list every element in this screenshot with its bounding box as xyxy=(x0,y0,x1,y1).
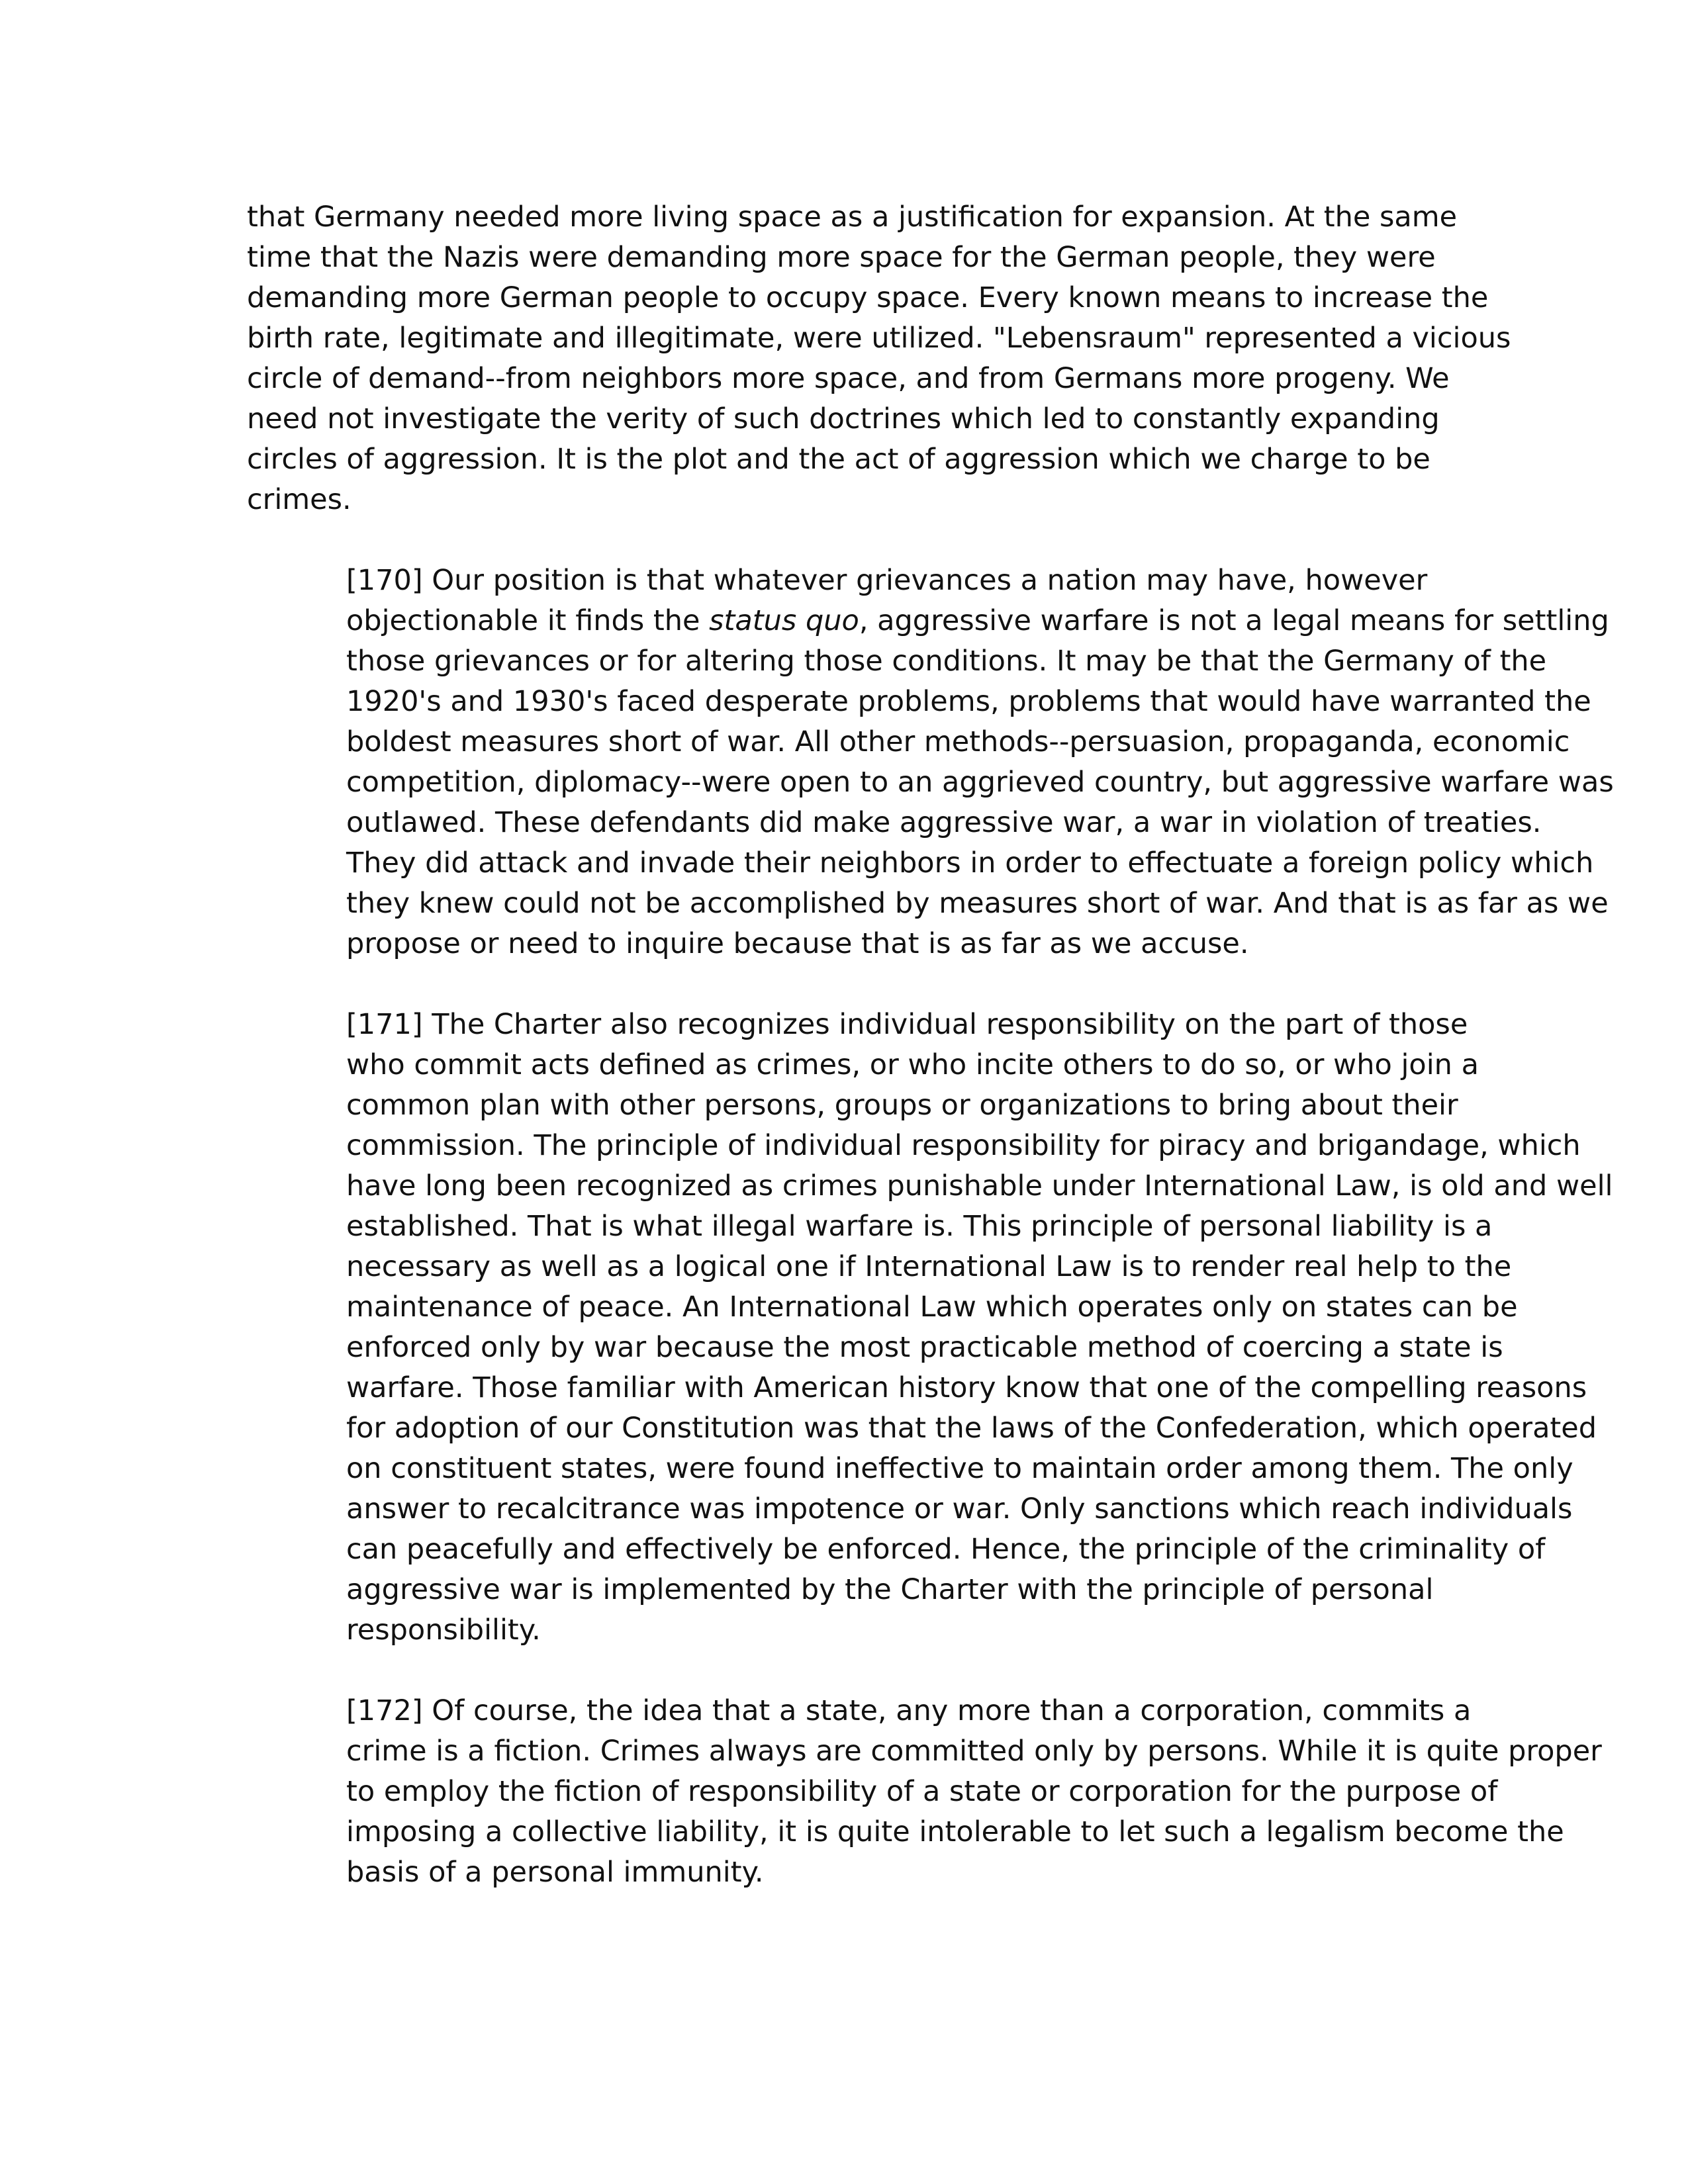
text-line: 1920's and 1930's faced desperate problems, problems that would have warranted the xyxy=(346,685,1591,718)
text-line: time that the Nazis were demanding more space for the German people, they were xyxy=(247,241,1436,274)
text-line: imposing a collective liability, it is quite intolerable to let such a legalism become the xyxy=(346,1815,1564,1848)
text-line: circle of demand--from neighbors more space, and from Germans more progeny. We xyxy=(247,362,1450,395)
text-line: outlawed. These defendants did make aggressive war, a war in violation of treaties. xyxy=(346,806,1542,839)
text-line: [172] Of course, the idea that a state, any more than a corporation, commits a xyxy=(346,1694,1472,1727)
text-line: can peacefully and effectively be enforced. Hence, the principle of the criminality of xyxy=(346,1533,1546,1566)
paragraph-171 xyxy=(247,1005,1613,1651)
text-line: necessary as well as a logical one if International Law is to render real help to the xyxy=(346,1250,1512,1283)
text-fragment: , aggressive warfare is not a legal means for settling xyxy=(859,604,1609,637)
text-line: boldest measures short of war. All other methods--persuasion, propaganda, economic xyxy=(346,725,1570,758)
text-line: answer to recalcitrance was impotence or war. Only sanctions which reach individuals xyxy=(346,1492,1573,1525)
text-line: commission. The principle of individual responsibility for piracy and brigandage, which xyxy=(346,1129,1581,1162)
text-line: demanding more German people to occupy space. Every known means to increase the xyxy=(247,281,1489,314)
text-line: responsibility. xyxy=(346,1614,541,1647)
text-line: have long been recognized as crimes punishable under International Law, is old and well xyxy=(346,1169,1613,1203)
text-line: They did attack and invade their neighbors in order to effectuate a foreign policy which xyxy=(346,846,1594,880)
text-line: warfare. Those familiar with American history know that one of the compelling reasons xyxy=(346,1371,1587,1404)
text-line: [171] The Charter also recognizes individual responsibility on the part of those xyxy=(346,1008,1468,1041)
text-line: need not investigate the verity of such doctrines which led to constantly expanding xyxy=(247,402,1440,435)
text-line: circles of aggression. It is the plot and the act of aggression which we charge to be xyxy=(247,443,1430,476)
text-line: basis of a personal immunity. xyxy=(346,1856,764,1889)
paragraph-lebensraum xyxy=(247,197,1511,520)
text-line: established. That is what illegal warfare is. This principle of personal liability is a xyxy=(346,1210,1493,1243)
text-line: propose or need to inquire because that is as far as we accuse. xyxy=(346,927,1249,960)
document-page xyxy=(247,197,1614,1933)
text-line: competition, diplomacy--were open to an aggrieved country, but aggressive warfare was xyxy=(346,766,1614,799)
text-line: who commit acts defined as crimes, or who incite others to do so, or who join a xyxy=(346,1048,1479,1081)
text-line: that Germany needed more living space as a justification for expansion. At the same xyxy=(247,201,1458,234)
text-line: birth rate, legitimate and illegitimate, were utilized. "Lebensraum" represented a vicious xyxy=(247,322,1511,355)
italic-term-status-quo: status quo xyxy=(709,604,859,637)
text-line: aggressive war is implemented by the Charter with the principle of personal xyxy=(346,1573,1434,1606)
paragraph-172 xyxy=(247,1691,1602,1893)
text-line: those grievances or for altering those conditions. It may be that the Germany of the xyxy=(346,645,1547,678)
text-fragment: objectionable it finds the xyxy=(346,604,710,637)
text-line: to employ the fiction of responsibility of a state or corporation for the purpose of xyxy=(346,1775,1498,1808)
text-line: crime is a fiction. Crimes always are committed only by persons. While it is quite proper xyxy=(346,1735,1602,1768)
text-line: for adoption of our Constitution was that the laws of the Confederation, which operated xyxy=(346,1412,1597,1445)
text-line: on constituent states, were found ineffective to maintain order among them. The only xyxy=(346,1452,1573,1485)
text-line: they knew could not be accomplished by measures short of war. And that is as far as we xyxy=(346,887,1609,920)
text-line-status-quo xyxy=(247,601,1609,641)
paragraph-170 xyxy=(247,561,1614,964)
text-line: enforced only by war because the most practicable method of coercing a state is xyxy=(346,1331,1503,1364)
text-line: maintenance of peace. An International Law which operates only on states can be xyxy=(346,1291,1518,1324)
text-line: common plan with other persons, groups or organizations to bring about their xyxy=(346,1089,1458,1122)
text-line: crimes. xyxy=(247,483,352,516)
text-line: [170] Our position is that whatever grievances a nation may have, however xyxy=(346,564,1428,597)
